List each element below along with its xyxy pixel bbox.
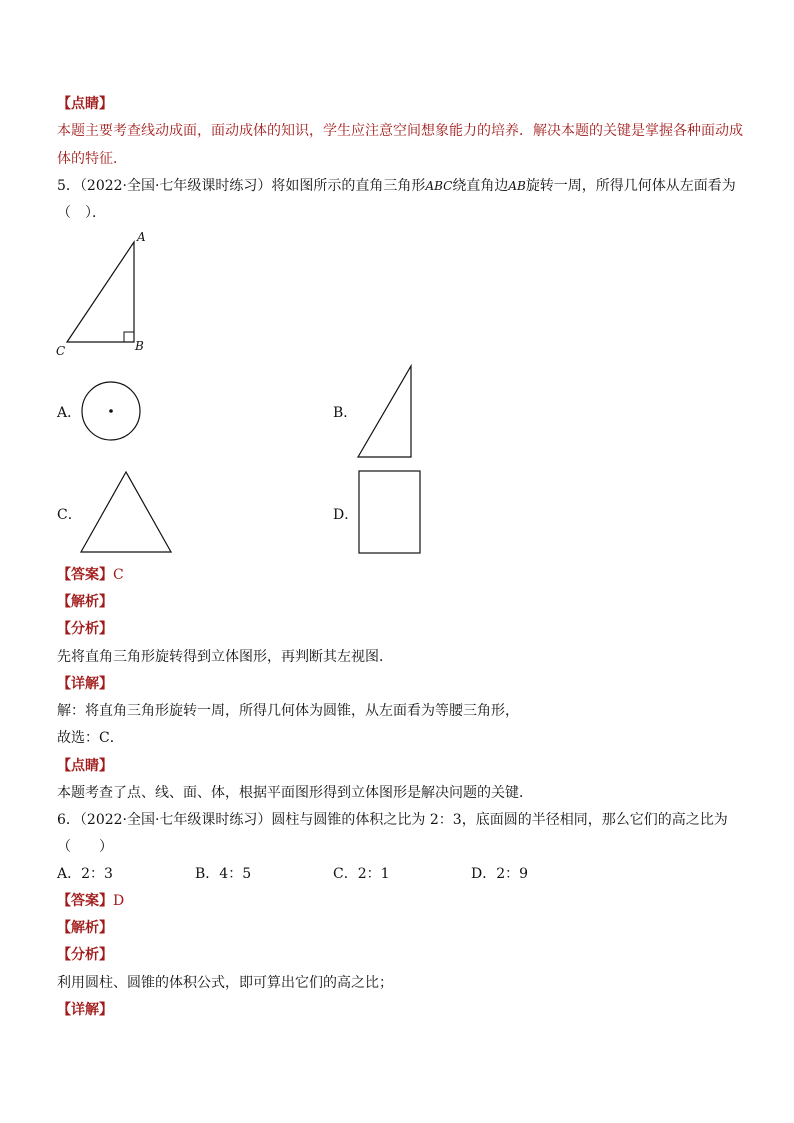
q5-edge-name: AB xyxy=(508,179,526,193)
q6-fenxi-text: 利用圆柱、圆锥的体积公式，即可算出它们的高之比； xyxy=(57,975,393,991)
fenxi-tag: 【分析】 xyxy=(57,621,113,637)
prev-dianjing-line-2: 体的特征． xyxy=(57,151,127,167)
q6-option-d: D．2：9 xyxy=(471,866,529,882)
vertex-label-a: A xyxy=(137,230,146,244)
q5-answer-value: C xyxy=(113,567,124,583)
q5-stem xyxy=(57,177,736,195)
q5-option-a-circle xyxy=(80,380,142,442)
q5-option-a-label: A． xyxy=(57,405,82,421)
q6-option-b: B．4：5 xyxy=(195,866,252,882)
q5-triangle-name: ABC xyxy=(425,179,453,193)
q5-stem-part-a: 5．（2022·全国·七年级课时练习）将如图所示的直角三角形 xyxy=(57,178,426,194)
q6-option-a: A．2：3 xyxy=(57,866,113,882)
fenxi-tag: 【分析】 xyxy=(57,947,113,963)
dianjing-tag: 【点睛】 xyxy=(57,758,113,774)
q5-option-d-label: D． xyxy=(333,507,359,523)
answer-tag: 【答案】 xyxy=(57,893,113,909)
q5-option-c-label: C． xyxy=(57,507,82,523)
prev-dianjing-line-1: 本题主要考查线动成面，面动成体的知识，学生应注意空间想象能力的培养．解决本题的关键是掌握各种面动成 xyxy=(57,123,743,139)
q6-answer-line xyxy=(57,892,124,910)
q6-stem: 6．（2022·全国·七年级课时练习）圆柱与圆锥的体积之比为 2：3，底面圆的半径相同，那么它们的高之比为 xyxy=(57,812,728,828)
q5-answer-line xyxy=(57,566,124,584)
jiexi-tag: 【解析】 xyxy=(57,594,113,610)
right-angle-marker xyxy=(124,332,134,342)
q6-stem-continued: （ ） xyxy=(57,839,113,855)
q5-option-b-label: B． xyxy=(333,405,358,421)
xiangjie-tag: 【详解】 xyxy=(57,676,113,692)
vertex-label-b: B xyxy=(135,339,144,353)
q5-stem-part-c: 旋转一周，所得几何体从左面看为 xyxy=(525,178,736,194)
q5-stem-part-b: 绕直角边 xyxy=(452,178,509,194)
q5-fenxi-text: 先将直角三角形旋转得到立体图形，再判断其左视图． xyxy=(57,649,393,665)
circle-center-dot xyxy=(109,409,113,413)
triangle-abc-shape xyxy=(67,242,134,342)
q5-dianjing-text: 本题考查了点、线、面、体，根据平面图形得到立体图形是解决问题的关键． xyxy=(57,785,533,801)
jiexi-tag: 【解析】 xyxy=(57,920,113,936)
vertex-label-c: C xyxy=(56,344,66,358)
q5-xiangjie-line-1: 解：将直角三角形旋转一周，所得几何体为圆锥，从左面看为等腰三角形， xyxy=(57,703,519,719)
q5-option-d-rectangle xyxy=(358,470,422,556)
q5-figure-triangle xyxy=(50,228,160,358)
dianjing-tag-prev: 【点睛】 xyxy=(57,96,113,112)
q6-answer-value: D xyxy=(113,893,125,909)
q5-stem-continued: （ ）． xyxy=(57,205,106,221)
answer-tag: 【答案】 xyxy=(57,567,113,583)
q5-option-c-isosceles-triangle xyxy=(78,469,174,555)
q6-option-c: C．2：1 xyxy=(333,866,390,882)
q5-xiangjie-line-2: 故选：C． xyxy=(57,730,124,746)
xiangjie-tag: 【详解】 xyxy=(57,1002,113,1018)
q5-option-b-right-triangle xyxy=(355,364,415,460)
